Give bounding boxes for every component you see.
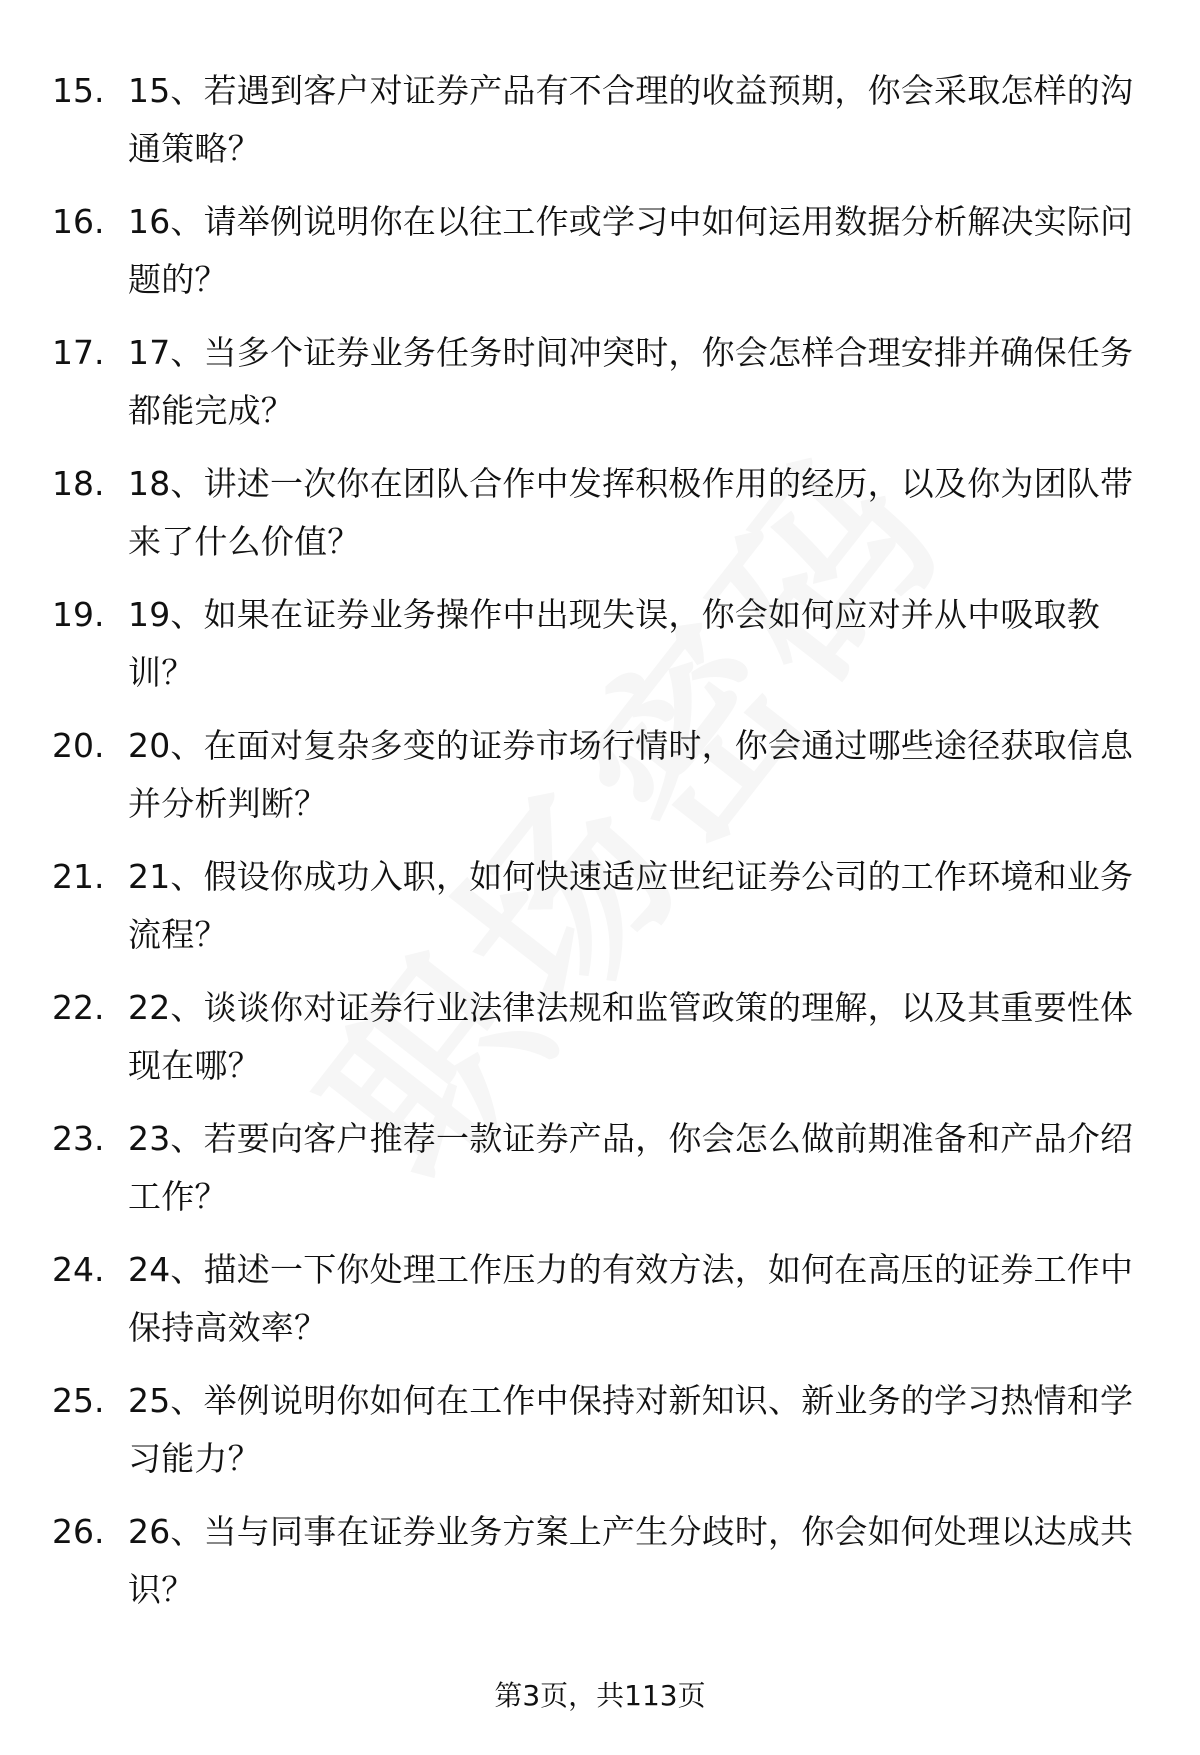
question-item (0, 1235, 1200, 1366)
question-number: 23. (52, 1119, 105, 1158)
question-number: 24. (52, 1250, 105, 1289)
question-item (0, 56, 1200, 187)
question-item (0, 1104, 1200, 1235)
question-number: 25. (52, 1381, 105, 1420)
question-text: 17、当多个证券业务任务时间冲突时，你会怎样合理安排并确保任务都能完成？ (128, 333, 1134, 430)
question-item (0, 1366, 1200, 1497)
question-list (0, 56, 1200, 1628)
question-number: 20. (52, 726, 105, 765)
question-item (0, 842, 1200, 973)
question-item (0, 187, 1200, 318)
question-number: 22. (52, 988, 105, 1027)
question-item (0, 711, 1200, 842)
question-number: 15. (52, 71, 105, 110)
question-item (0, 318, 1200, 449)
question-text: 19、如果在证券业务操作中出现失误，你会如何应对并从中吸取教训？ (128, 595, 1100, 692)
question-item (0, 973, 1200, 1104)
question-number: 18. (52, 464, 105, 503)
question-text: 16、请举例说明你在以往工作或学习中如何运用数据分析解决实际问题的？ (128, 202, 1134, 299)
page-footer (0, 1676, 1200, 1716)
question-text: 22、谈谈你对证券行业法律法规和监管政策的理解，以及其重要性体现在哪？ (128, 988, 1134, 1085)
question-number: 19. (52, 595, 105, 634)
question-text: 26、当与同事在证券业务方案上产生分歧时，你会如何处理以达成共识？ (128, 1512, 1134, 1609)
question-text: 21、假设你成功入职，如何快速适应世纪证券公司的工作环境和业务流程？ (128, 857, 1134, 954)
question-text: 20、在面对复杂多变的证券市场行情时，你会通过哪些途径获取信息并分析判断？ (128, 726, 1134, 823)
question-number: 26. (52, 1512, 105, 1551)
question-text: 24、描述一下你处理工作压力的有效方法，如何在高压的证券工作中保持高效率？ (128, 1250, 1134, 1347)
question-text: 25、举例说明你如何在工作中保持对新知识、新业务的学习热情和学习能力？ (128, 1381, 1134, 1478)
page-number-label: 第3页，共113页 (494, 1679, 706, 1712)
question-text: 23、若要向客户推荐一款证券产品，你会怎么做前期准备和产品介绍工作？ (128, 1119, 1134, 1216)
question-text: 18、讲述一次你在团队合作中发挥积极作用的经历，以及你为团队带来了什么价值？ (128, 464, 1134, 561)
question-item (0, 449, 1200, 580)
question-item (0, 580, 1200, 711)
question-text: 15、若遇到客户对证券产品有不合理的收益预期，你会采取怎样的沟通策略？ (128, 71, 1134, 168)
question-number: 17. (52, 333, 105, 372)
question-item (0, 1497, 1200, 1628)
question-number: 21. (52, 857, 105, 896)
question-number: 16. (52, 202, 105, 241)
